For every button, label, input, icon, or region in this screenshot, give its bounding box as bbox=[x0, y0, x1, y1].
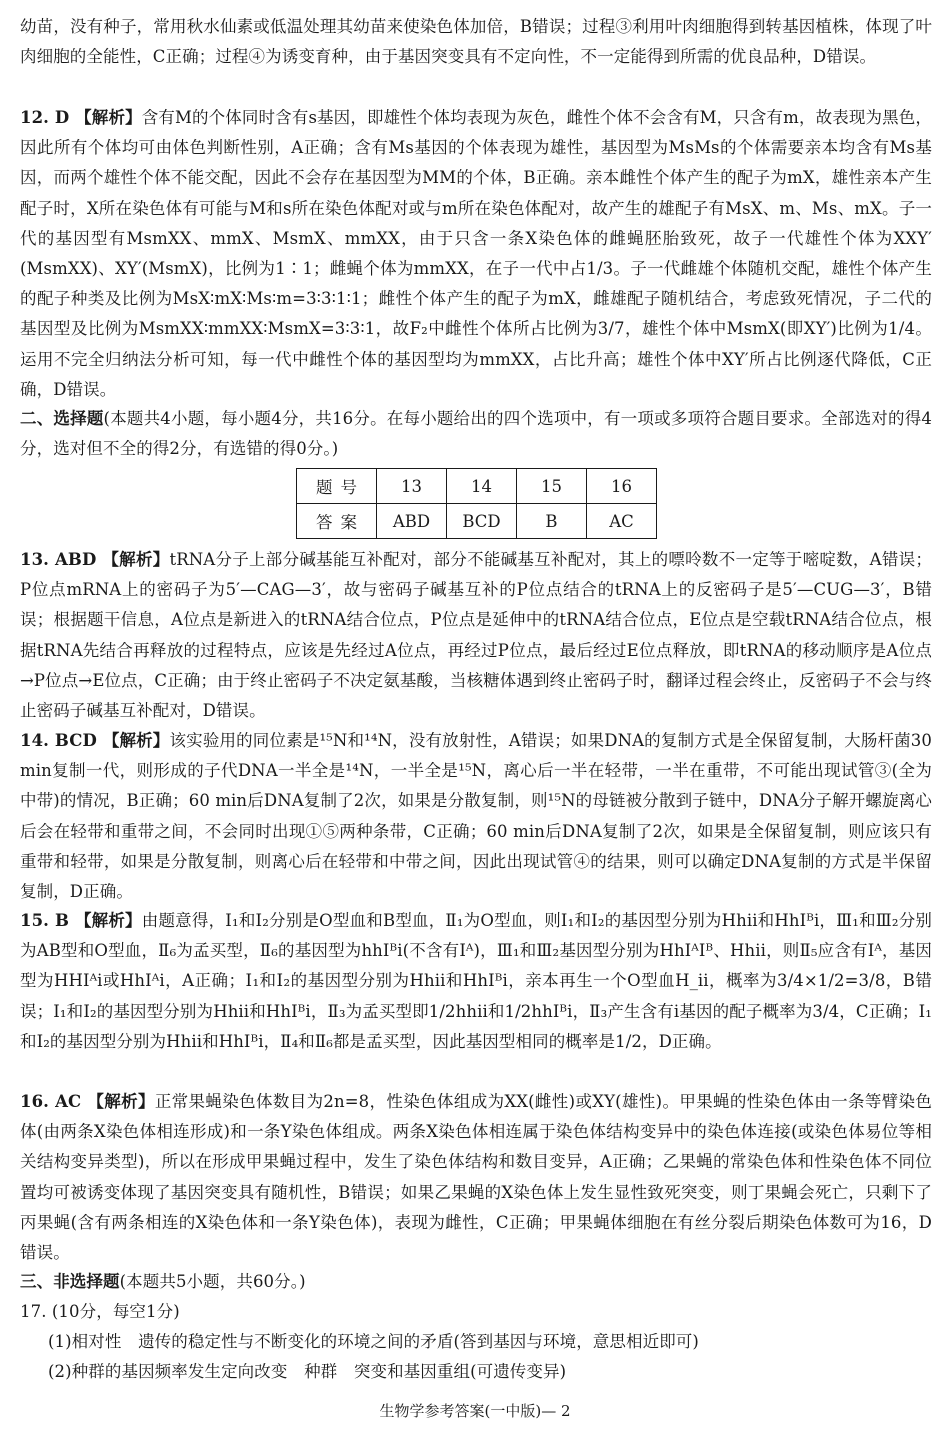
q15-heading: 15. B 【解析】 bbox=[20, 911, 142, 930]
paragraph-q15 bbox=[20, 906, 932, 1057]
table-row bbox=[297, 504, 657, 539]
q13-body: tRNA分子上部分碱基能互补配对，部分不能碱基互补配对，其上的嘌呤数不一定等于嘧啶数，A错误；P位点mRNA上的密码子为5′—CAG—3′，故与密码子碱基互补的P位点结合的tRNA上的反密码子是5′—CUG—3′，B错误；根据题干信息，A位点是新进入的tRNA结合位点，P位点是延伸中的tRNA结合位点，E位点是空载tRNA结合位点，根据tRNA先结合再释放的过程特点，应该是先经过A位点，再经过P位点，最后经过E位点释放，即tRNA的移动顺序是A位点→P位点→E位点，C正确；由于终止密码子不决定氨基酸，当核糖体遇到终止密码子时，翻译过程会终止，反密码子不会与终止密码子碱基互补配对，D错误。 bbox=[20, 550, 932, 721]
q16-heading: 16. AC 【解析】 bbox=[20, 1092, 155, 1111]
q14-body: 该实验用的同位素是¹⁵N和¹⁴N，没有放射性，A错误；如果DNA的复制方式是全保留复制，大肠杆菌30 min复制一代，则形成的子代DNA一半全是¹⁴N，一半全是¹⁵N，离心后一半在轻带，一半在重带，不可能出现试管③(全为中带)的情况，B正确；60 min后DNA复制了2次，如果是分散复制，则¹⁵N的母链被分散到子链中，DNA分子解开螺旋离心后会在轻带和重带之间，不会同时出现①⑤两种条带，C正确；60 min后DNA复制了2次，如果是全保留复制，则应该只有重带和轻带，如果是分散复制，则离心后在轻带和中带之间，因此出现试管④的结果，则可以确定DNA复制的方式是半保留复制，D正确。 bbox=[20, 731, 933, 902]
paragraph-q14 bbox=[20, 726, 932, 907]
page-footer: 生物学参考答案(一中版)— 2 bbox=[379, 1402, 571, 1420]
paragraph-q16 bbox=[20, 1087, 932, 1268]
table-cell: BCD bbox=[447, 504, 517, 539]
table-header-cell: 答案 bbox=[297, 504, 377, 539]
table-cell: B bbox=[517, 504, 587, 539]
paragraph-q12 bbox=[20, 103, 932, 405]
q17-answer-1: (1)相对性 遗传的稳定性与不断变化的环境之间的矛盾(答到基因与环境，意思相近即可) bbox=[48, 1332, 699, 1351]
table-cell: 16 bbox=[587, 469, 657, 504]
table-cell: 14 bbox=[447, 469, 517, 504]
section-2-note: (本题共4小题，每小题4分，共16分。在每小题给出的四个选项中，有一项或多项符合题目要求。全部选对的得4分，选对但不全的得2分，有选错的得0分。) bbox=[20, 409, 932, 459]
section-2-heading: 二、选择题 bbox=[20, 409, 104, 428]
q13-heading: 13. ABD 【解析】 bbox=[20, 550, 170, 569]
section-3-heading: 三、非选择题 bbox=[20, 1272, 120, 1291]
q14-heading: 14. BCD 【解析】 bbox=[20, 731, 170, 750]
table-cell: 13 bbox=[377, 469, 447, 504]
q15-body: 由题意得，Ⅰ₁和Ⅰ₂分别是O型血和B型血，Ⅱ₁为O型血，则Ⅰ₁和Ⅰ₂的基因型分别为Hhii和HhIᴮi，Ⅲ₁和Ⅲ₂分别为AB型和O型血，Ⅱ₆为孟买型，Ⅱ₆的基因型为hhIᴮi(不含有Iᴬ)，Ⅲ₁和Ⅲ₂基因型分别为HhIᴬIᴮ、Hhii，则Ⅱ₅应含有Iᴬ，基因型为HHIᴬi或HhIᴬi，A正确；Ⅰ₁和Ⅰ₂的基因型分别为Hhii和HhIᴮi，亲本再生一个O型血H_ii，概率为3/4×1/2=3/8，B错误；Ⅰ₁和Ⅰ₂的基因型分别为Hhii和HhIᴮi，Ⅱ₃为孟买型即1/2hhii和1/2hhIᴮi，Ⅱ₃产生含有i基因的配子概率为3/4，C正确；Ⅰ₁和Ⅰ₂的基因型分别为Hhii和HhIᴮi，Ⅱ₄和Ⅱ₆都是孟买型，因此基因型相同的概率是1/2，D正确。 bbox=[20, 911, 933, 1051]
q12-heading: 12. D 【解析】 bbox=[20, 108, 142, 127]
table-header-cell: 题号 bbox=[297, 469, 377, 504]
q16-body: 正常果蝇染色体数目为2n=8，性染色体组成为XX(雌性)或XY(雄性)。甲果蝇的性染色体由一条等臂染色体(由两条X染色体相连形成)和一条Y染色体组成。两条X染色体相连属于染色体结构变异中的染色体连接(或染色体易位等相关结构变异类型)，所以在形成甲果蝇过程中，发生了染色体结构和数目变异，A正确；乙果蝇的常染色体和性染色体不同位置均可被诱变体现了基因突变具有随机性，B错误；如果乙果蝇的X染色体上发生显性致死突变，则丁果蝇会死亡，只剩下了丙果蝇(含有两条相连的X染色体和一条Y染色体)，表现为雌性，C正确；甲果蝇体细胞在有丝分裂后期染色体数可为16，D错误。 bbox=[20, 1092, 932, 1263]
table-cell: 15 bbox=[517, 469, 587, 504]
table-row bbox=[297, 469, 657, 504]
section-3-note: (本题共5小题，共60分。) bbox=[119, 1272, 306, 1291]
table-cell: AC bbox=[587, 504, 657, 539]
paragraph-q13 bbox=[20, 545, 932, 726]
section-2-intro bbox=[20, 404, 932, 464]
table-cell: ABD bbox=[377, 504, 447, 539]
paragraph-q11-continued: 幼苗，没有种子，常用秋水仙素或低温处理其幼苗来使染色体加倍，B错误；过程③利用叶肉细胞得到转基因植株，体现了叶肉细胞的全能性，C正确；过程④为诱变育种，由于基因突变具有不定向性，不一定能得到所需的优良品种，D错误。 bbox=[20, 17, 932, 67]
q17-heading: 17. (10分，每空1分) bbox=[20, 1302, 180, 1321]
section-3-intro bbox=[20, 1267, 932, 1297]
q17-answer-2: (2)种群的基因频率发生定向改变 种群 突变和基因重组(可遗传变异) bbox=[48, 1362, 567, 1381]
q12-body: 含有M的个体同时含有s基因，即雄性个体均表现为灰色，雌性个体不会含有M，只含有m，故表现为黑色，因此所有个体均可由体色判断性别，A正确；含有Ms基因的个体表现为雄性，基因型为MsMs的个体需要亲本均含有Ms基因，而两个雄性个体不能交配，因此不会存在基因型为MM的个体，B正确。亲本雌性个体产生的配子为mX，雄性亲本产生配子时，X所在染色体有可能与M和s所在染色体配对或与m所在染色体配对，故产生的雄配子有MsX、m、Ms、mX。子一代的基因型有MsmXX、mmX、MsmX、mmXX，由于只含一条X染色体的雌蝇胚胎致死，故子一代雄性个体为XXY′(MsmXX)、XY′(MsmX)，比例为1∶1；雌蝇个体为mmXX，在子一代中占1/3。子一代雌雄个体随机交配，雄性个体产生的配子种类及比例为MsX∶mX∶Ms∶m=3∶3∶1∶1；雌性个体产生的配子为mX，雌雄配子随机结合，考虑致死情况，子二代的基因型及比例为MsmXX∶mmXX∶MsmX=3∶3∶1，故F₂中雌性个体所占比例为3/7，雄性个体中MsmX(即XY′)比例为1/4。运用不完全归纳法分析可知，每一代中雌性个体的基因型均为mmXX，占比升高；雄性个体中XY′所占比例逐代降低，C正确，D错误。 bbox=[20, 108, 933, 399]
answer-table bbox=[296, 468, 657, 539]
